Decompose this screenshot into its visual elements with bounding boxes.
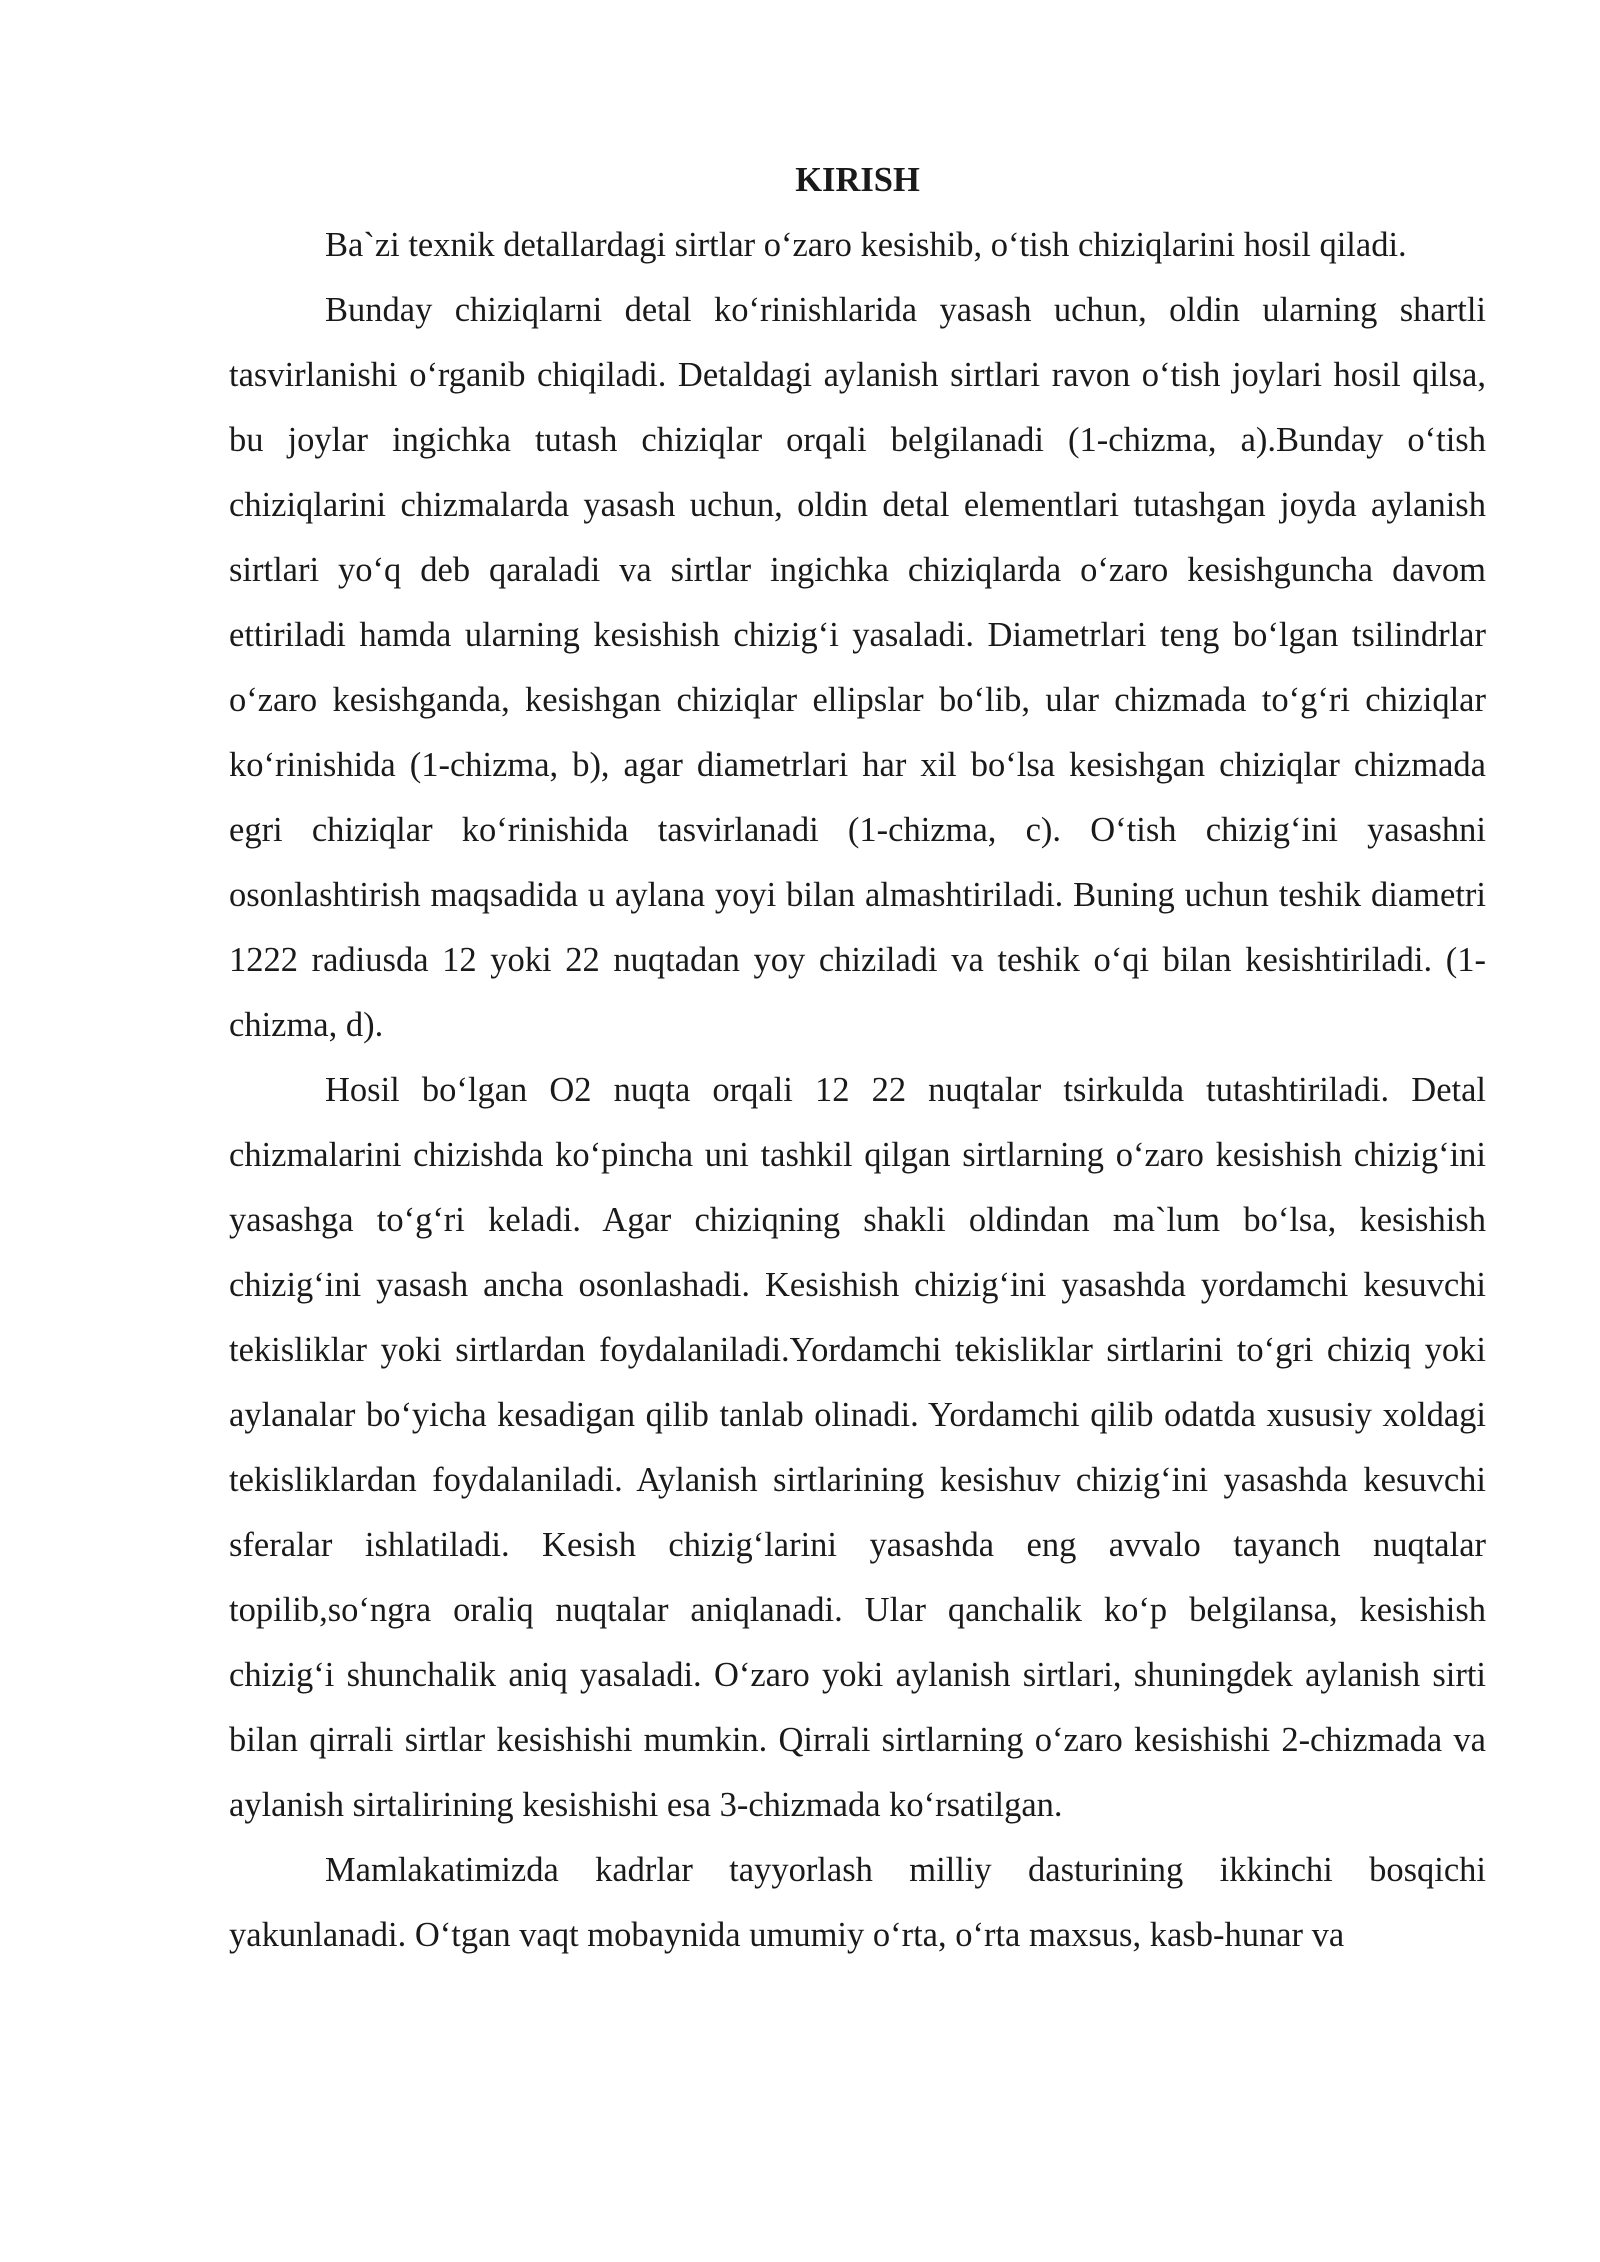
paragraph-1: Ba`zi texnik detallardagi sirtlar o‘zaro kesishib, o‘tish chiziqlarini hosil qiladi. [325,226,1407,264]
document-body [229,148,1486,1968]
paragraph-4: Mamlakatimizda kadrlar tayyorlash milliy dasturining ikkinchi bosqichi yakunlanadi. O‘tgan vaqt mobaynida umumiy o‘rta, o‘rta maxsus, kasb-hunar va [229,1851,1486,1954]
page-title: KIRISH [795,161,920,199]
paragraph-3: Hosil bo‘lgan O2 nuqta orqali 12 22 nuqtalar tsirkulda tutashtiriladi. Detal chizmalarini chizishda ko‘pincha uni tashkil qilgan sirtlarning o‘zaro kesishish chizig‘ini yasashga to‘g‘ri keladi. Agar chiziqning shakli oldindan ma`lum bo‘lsa, kesishish chizig‘ini yasash ancha osonlashadi. Kesishish chizig‘ini yasashda yordamchi kesuvchi tekisliklar yoki sirtlardan foydalaniladi.Yordamchi tekisliklar sirtlarini to‘gri chiziq yoki aylanalar bo‘yicha kesadigan qilib tanlab olinadi. Yordamchi qilib odatda xususiy xoldagi tekisliklardan foydalaniladi. Aylanish sirtlarining kesishuv chizig‘ini yasashda kesuvchi sferalar ishlatiladi. Kesish chizig‘larini yasashda eng avvalo tayanch nuqtalar topilib,so‘ngra oraliq nuqtalar aniqlanadi. Ular qanchalik ko‘p belgilansa, kesishish chizig‘i shunchalik aniq yasaladi. O‘zaro yoki aylanish sirtlari, shuningdek aylanish sirti bilan qirrali sirtlar kesishishi mumkin. Qirrali sirtlarning o‘zaro kesishishi 2-chizmada va aylanish sirtalirining kesishishi esa 3-chizmada ko‘rsatilgan. [229,1071,1486,1824]
paragraph-2: Bunday chiziqlarni detal ko‘rinishlarida yasash uchun, oldin ularning shartli tasvirlanishi o‘rganib chiqiladi. Detaldagi aylanish sirtlari ravon o‘tish joylari hosil qilsa, bu joylar ingichka tutash chiziqlar orqali belgilanadi (1-chizma, a).Bunday o‘tish chiziqlarini chizmalarda yasash uchun, oldin detal elementlari tutashgan joyda aylanish sirtlari yo‘q deb qaraladi va sirtlar ingichka chiziqlarda o‘zaro kesishguncha davom ettiriladi hamda ularning kesishish chizig‘i yasaladi. Diametrlari teng bo‘lgan tsilindrlar o‘zaro kesishganda, kesishgan chiziqlar ellipslar bo‘lib, ular chizmada to‘g‘ri chiziqlar ko‘rinishida (1-chizma, b), agar diametrlari har xil bo‘lsa kesishgan chiziqlar chizmada egri chiziqlar ko‘rinishida tasvirlanadi (1-chizma, c). O‘tish chizig‘ini yasashni osonlashtirish maqsadida u aylana yoyi bilan almashtiriladi. Buning uchun teshik diametri 1222 radiusda 12 yoki 22 nuqtadan yoy chiziladi va teshik o‘qi bilan kesishtiriladi. (1-chizma, d). [229,291,1486,1044]
